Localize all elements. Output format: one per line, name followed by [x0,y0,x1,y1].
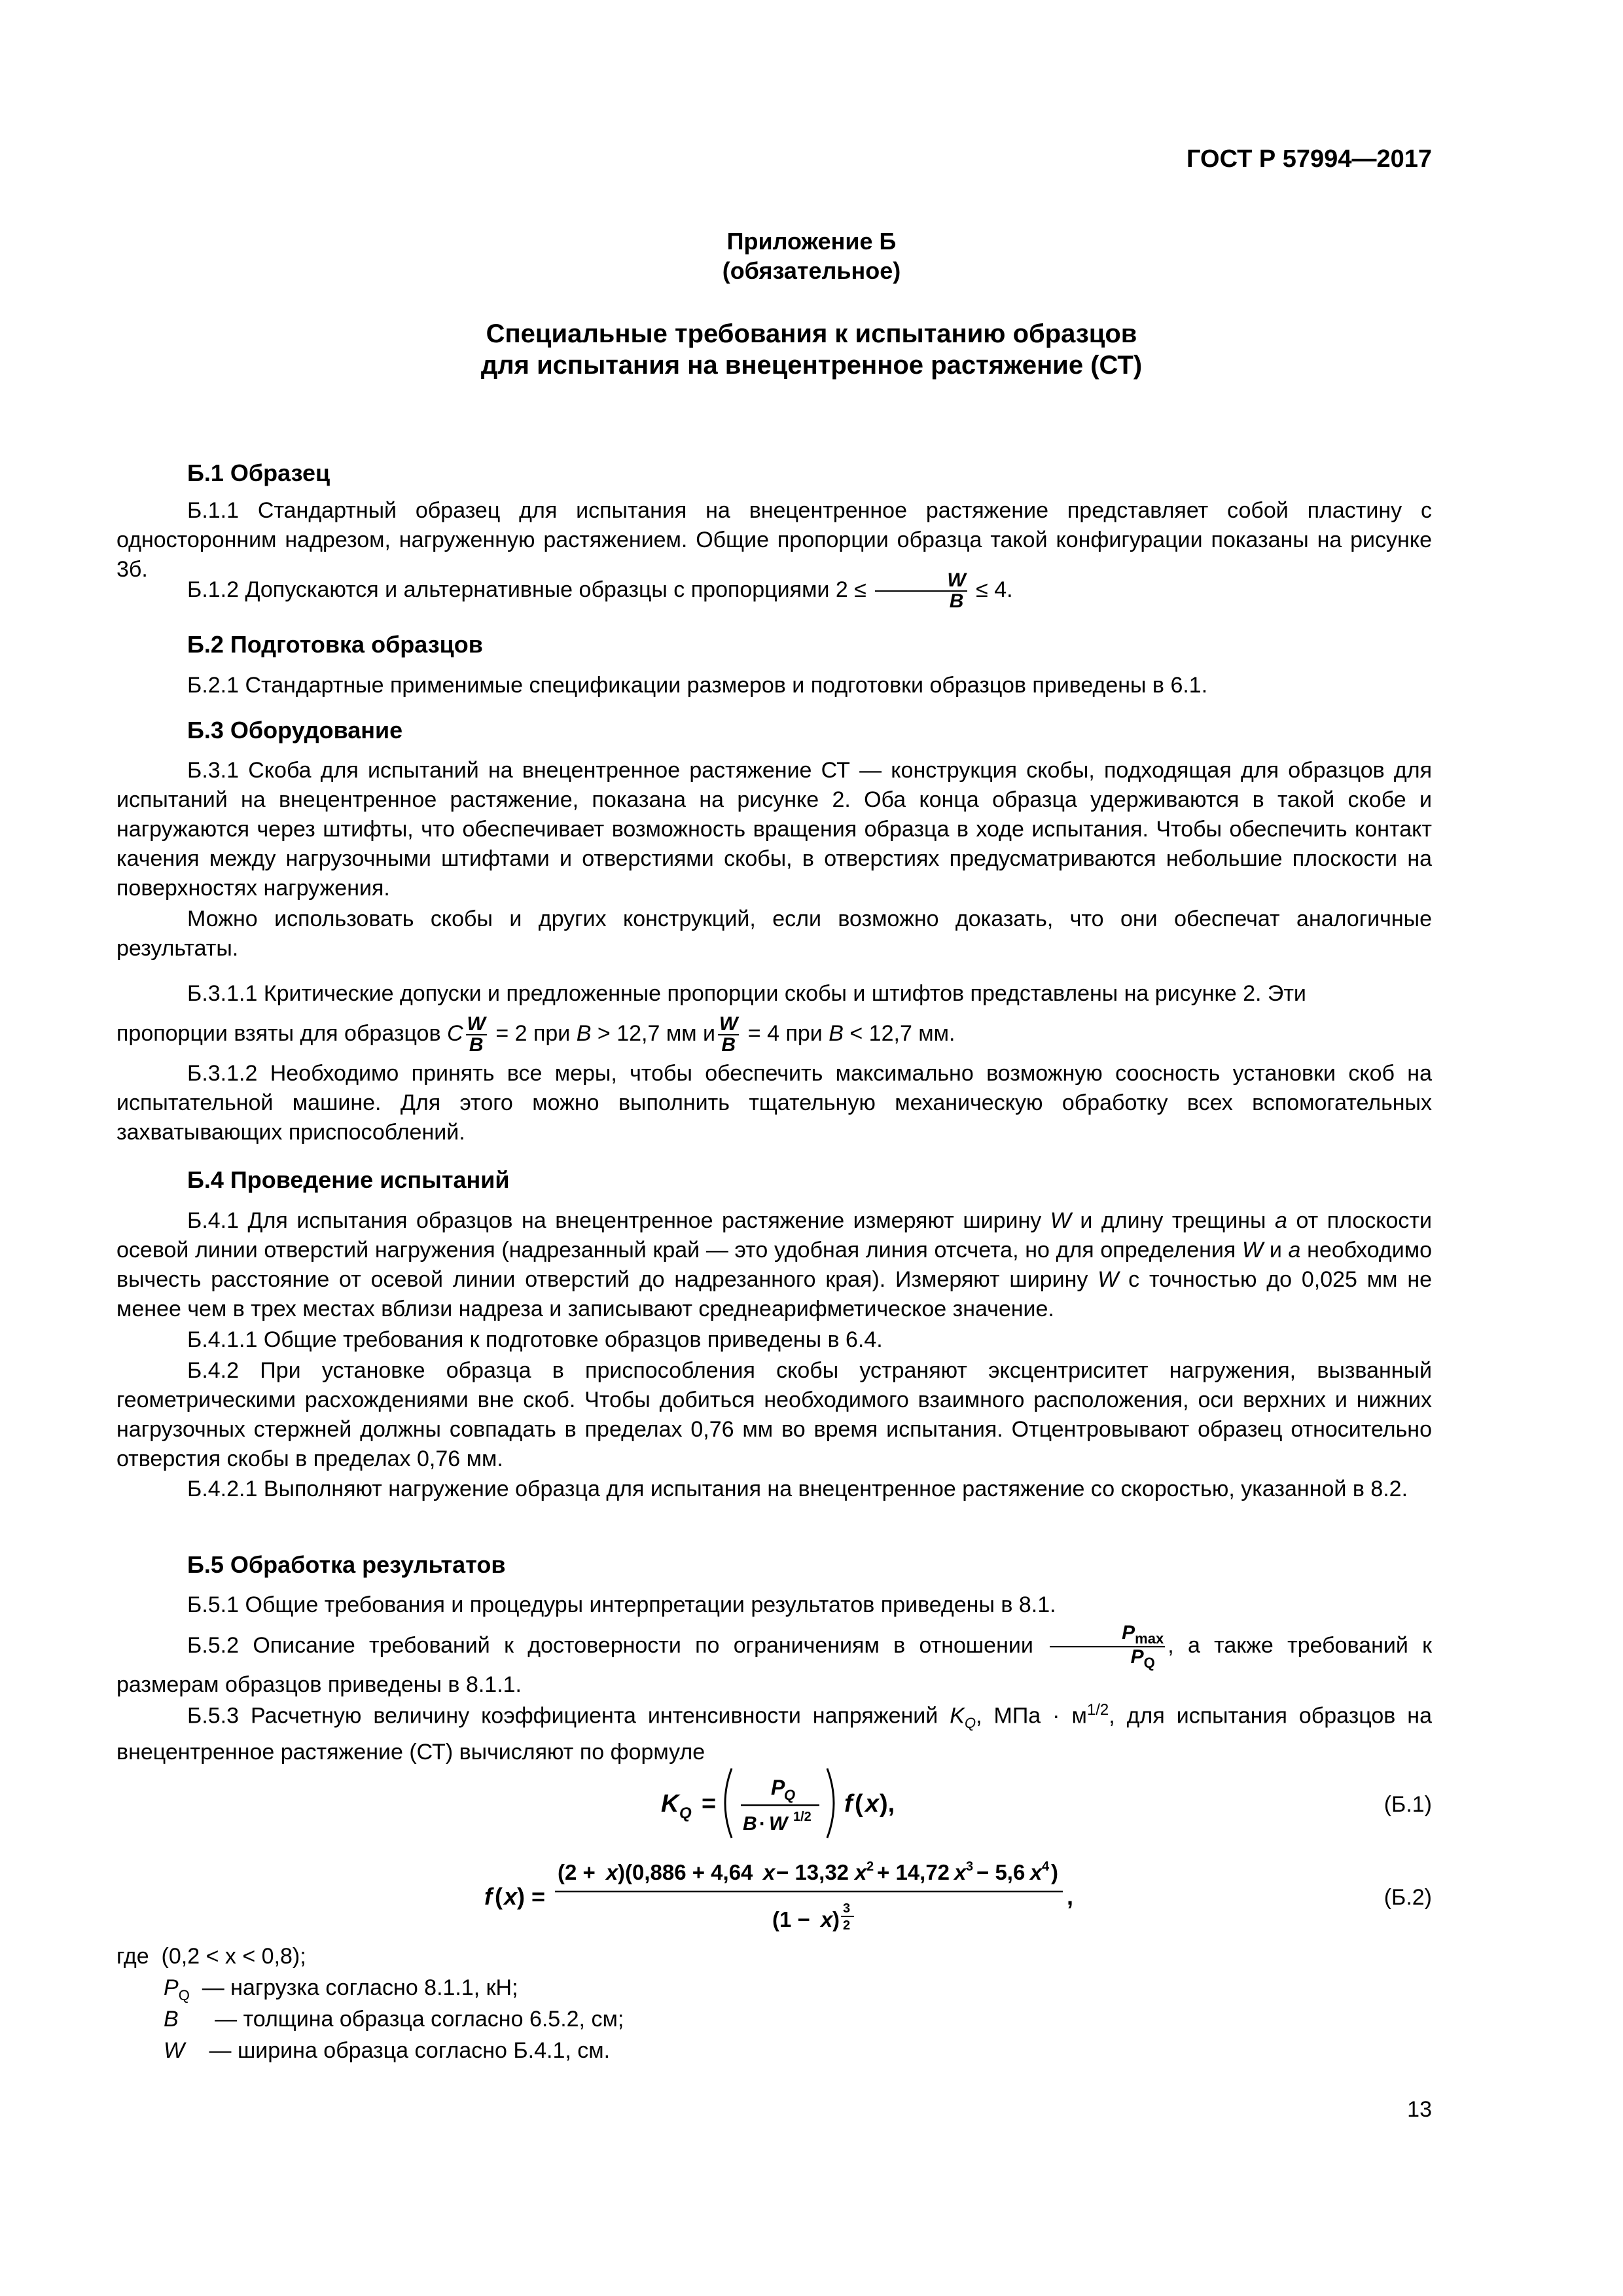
paragraph-b3-1-cont: Можно использовать скобы и других конструкций, если возможно доказать, что они обеспечат аналогичные результаты. [116,906,1432,961]
legend-item: B — толщина образца согласно 6.5.2, см; [164,2007,624,2032]
section-heading-b4: Б.4 Проведение испытаний [187,1166,510,1193]
svg-text:x: x [954,1860,967,1884]
section-heading-b3: Б.3 Оборудование [187,717,403,744]
svg-text:=: = [531,1883,546,1910]
paragraph-b5-1: Б.5.1 Общие требования и процедуры интерпретации результатов приведены в 8.1. [187,1592,1056,1617]
svg-text:2: 2 [866,1859,874,1874]
paragraph-b4-1: Б.4.1 Для испытания образцов на внецентренное растяжение измеряют ширину W и длину трещины а от плоскости осевой линии отверстий нагружения (надрезанный край — это удобная линия отсчета, но для определения W и а необходимо вычесть расстояние от осевой линии отверстий до надрезанного края). Измеряют ширину W с точностью до 0,025 мм не менее чем в трех местах вблизи надреза и записывают среднеарифметическое значение. [116,1208,1433,1321]
formula-b1 [654,1761,942,1846]
svg-text:Q: Q [784,1787,796,1803]
formula-b2 [478,1846,1093,1950]
paragraph-b1-2 [116,571,1432,611]
paragraph-b4-2-1: Б.4.2.1 Выполняют нагружение образца для испытания на внецентренное растяжение со скоростью, указанной в 8.2. [187,1477,1408,1501]
paragraph-b2-1: Б.2.1 Стандартные применимые спецификации размеров и подготовки образцов приведены в 6.1. [187,673,1208,698]
svg-text:P: P [771,1776,785,1799]
paragraph-b4-2: Б.4.2 При установке образца в приспособления скобы устраняют эксцентриситет нагружения, вызванный геометрическими расхождениями вне скоб. Чтобы добиться необходимого взаимного расположения, оси верхних и нижних нагрузочных стержней должны совпадать в пределах 0,76 мм во время испытания. Отцентровывают образец относительно отверстия скобы в пределах 0,76 мм. [116,1358,1432,1471]
section-heading-b5: Б.5 Обработка результатов [187,1551,506,1578]
standard-header: ГОСТ Р 57994—2017 [1186,145,1432,173]
svg-text:,: , [1067,1883,1074,1910]
svg-text:(2 +: (2 + [558,1860,596,1884]
svg-text:x: x [763,1860,776,1884]
svg-text:=: = [702,1790,717,1818]
svg-text:f: f [844,1790,853,1818]
svg-text:1/2: 1/2 [793,1810,812,1824]
legend-item: W — ширина образца согласно Б.4.1, см. [164,2038,611,2063]
svg-text:x: x [821,1907,833,1931]
svg-text:),: ), [880,1790,895,1818]
document-title-line1: Специальные требования к испытанию образцов [486,319,1137,348]
svg-text:): ) [832,1907,840,1931]
svg-text:·: · [759,1813,766,1835]
svg-text:B: B [743,1813,757,1835]
legend-where: где (0,2 < x < 0,8); [116,1944,306,1969]
svg-text:): ) [517,1883,525,1910]
svg-text:− 5,6: − 5,6 [976,1860,1026,1884]
svg-text:(: ( [495,1883,503,1910]
svg-text:f: f [484,1883,492,1910]
svg-text:x: x [855,1860,867,1884]
svg-text:K: K [661,1790,679,1818]
paragraph-b1-2-text-end: ≤ 4. [976,577,1013,602]
paragraph-b3-1-1-line2: пропорции взяты для образцов С $\frac{W}{B}$ = 2 при В > 12,7 мм и $\frac{W}{B}$ = 4 при В < 12,7 мм. [116,1013,955,1056]
paragraph-b5-3: Б.5.3 Расчетную величину коэффициента интенсивности напряжений $K_Q$, МПа · $м^{1/2}$, для испытания образцов на внецентренное растяжение (СТ) вычисляют по формуле [116,1701,1432,1765]
svg-text:x: x [865,1790,880,1818]
fraction-w-over-b: $\frac{W}{B}$ [875,571,967,611]
paragraph-b1-2-text: Б.1.2 Допускаются и альтернативные образцы с пропорциями 2 ≤ [187,577,866,602]
appendix-status: (обязательное) [722,257,901,284]
svg-text:2: 2 [843,1918,851,1933]
paragraph-b4-1-1: Б.4.1.1 Общие требования к подготовке образцов приведены в 6.4. [187,1327,883,1352]
section-heading-b2: Б.2 Подготовка образцов [187,631,483,658]
fraction-pmax-over-pq: $\frac{P_{max}}{P_Q}$ [1050,1623,1165,1670]
svg-text:x: x [1030,1860,1043,1884]
svg-text:(: ( [855,1790,863,1818]
page-number: 13 [1407,2097,1432,2122]
svg-text:− 13,32: − 13,32 [776,1860,849,1884]
paragraph-b3-1-1-line1: Б.3.1.1 Критические допуски и предложенные пропорции скобы и штифтов представлены на рисунке 2. Эти [187,981,1306,1006]
svg-text:4: 4 [1042,1859,1050,1874]
svg-text:3: 3 [843,1901,851,1916]
section-heading-b1: Б.1 Образец [187,459,330,486]
fraction-w-over-b: $\frac{W}{B}$ [467,1013,486,1056]
formula-b1-label: (Б.1) [1383,1792,1432,1817]
paragraph-b3-1: Б.3.1 Скоба для испытаний на внецентренное растяжение СТ — конструкция скобы, подходящая для образцов для испытаний на внецентренное растяжение, показана на рисунке 2. Оба конца образца удерживаются в такой скобе и нагружаются через штифты, что обеспечивает возможность вращения образца в ходе испытания. Чтобы обеспечить контакт качения между нагрузочными штифтами и отверстиями скобы, в отверстиях предусматриваются небольшие плоскости на поверхностях нагружения. [116,758,1432,901]
formula-b2-label: (Б.2) [1383,1885,1432,1910]
svg-text:+ 14,72: + 14,72 [877,1860,950,1884]
legend-item: $P_Q$ — нагрузка согласно 8.1.1, кН; [164,1975,518,2003]
svg-text:Q: Q [679,1804,692,1822]
svg-text:3: 3 [966,1859,974,1874]
svg-text:)(0,886 + 4,64: )(0,886 + 4,64 [618,1860,753,1884]
paragraph-b5-2: Б.5.2 Описание требований к достоверности по ограничениям в отношении $\frac{P_{max}}{P_Q}$ , а также требований к размерам образцов приведены в 8.1.1. [116,1622,1432,1697]
paragraph-b1-1: Б.1.1 Стандартный образец для испытания на внецентренное растяжение представляет собой пластину с односторонним надрезом, нагруженную растяжением. Общие пропорции образца такой конфигурации показаны на рисунке 3б. [116,498,1432,582]
svg-text:(1 −: (1 − [772,1907,810,1931]
svg-text:W: W [769,1813,788,1835]
fraction-w-over-b: $\frac{W}{B}$ [719,1013,738,1056]
svg-text:): ) [1051,1860,1058,1884]
paragraph-b3-1-2: Б.3.1.2 Необходимо принять все меры, чтобы обеспечить максимально возможную соосность установки скоб на испытательной машине. Для этого можно выполнить тщательную механическую обработку всех вспомогательных захватывающих приспособлений. [116,1061,1432,1145]
svg-text:x: x [606,1860,618,1884]
document-title-line2: для испытания на внецентренное растяжение (СТ) [480,351,1143,380]
svg-text:x: x [504,1883,518,1910]
appendix-title: Приложение Б [726,228,897,255]
legend-range: (0,2 < x < 0,8); [161,1944,306,1969]
